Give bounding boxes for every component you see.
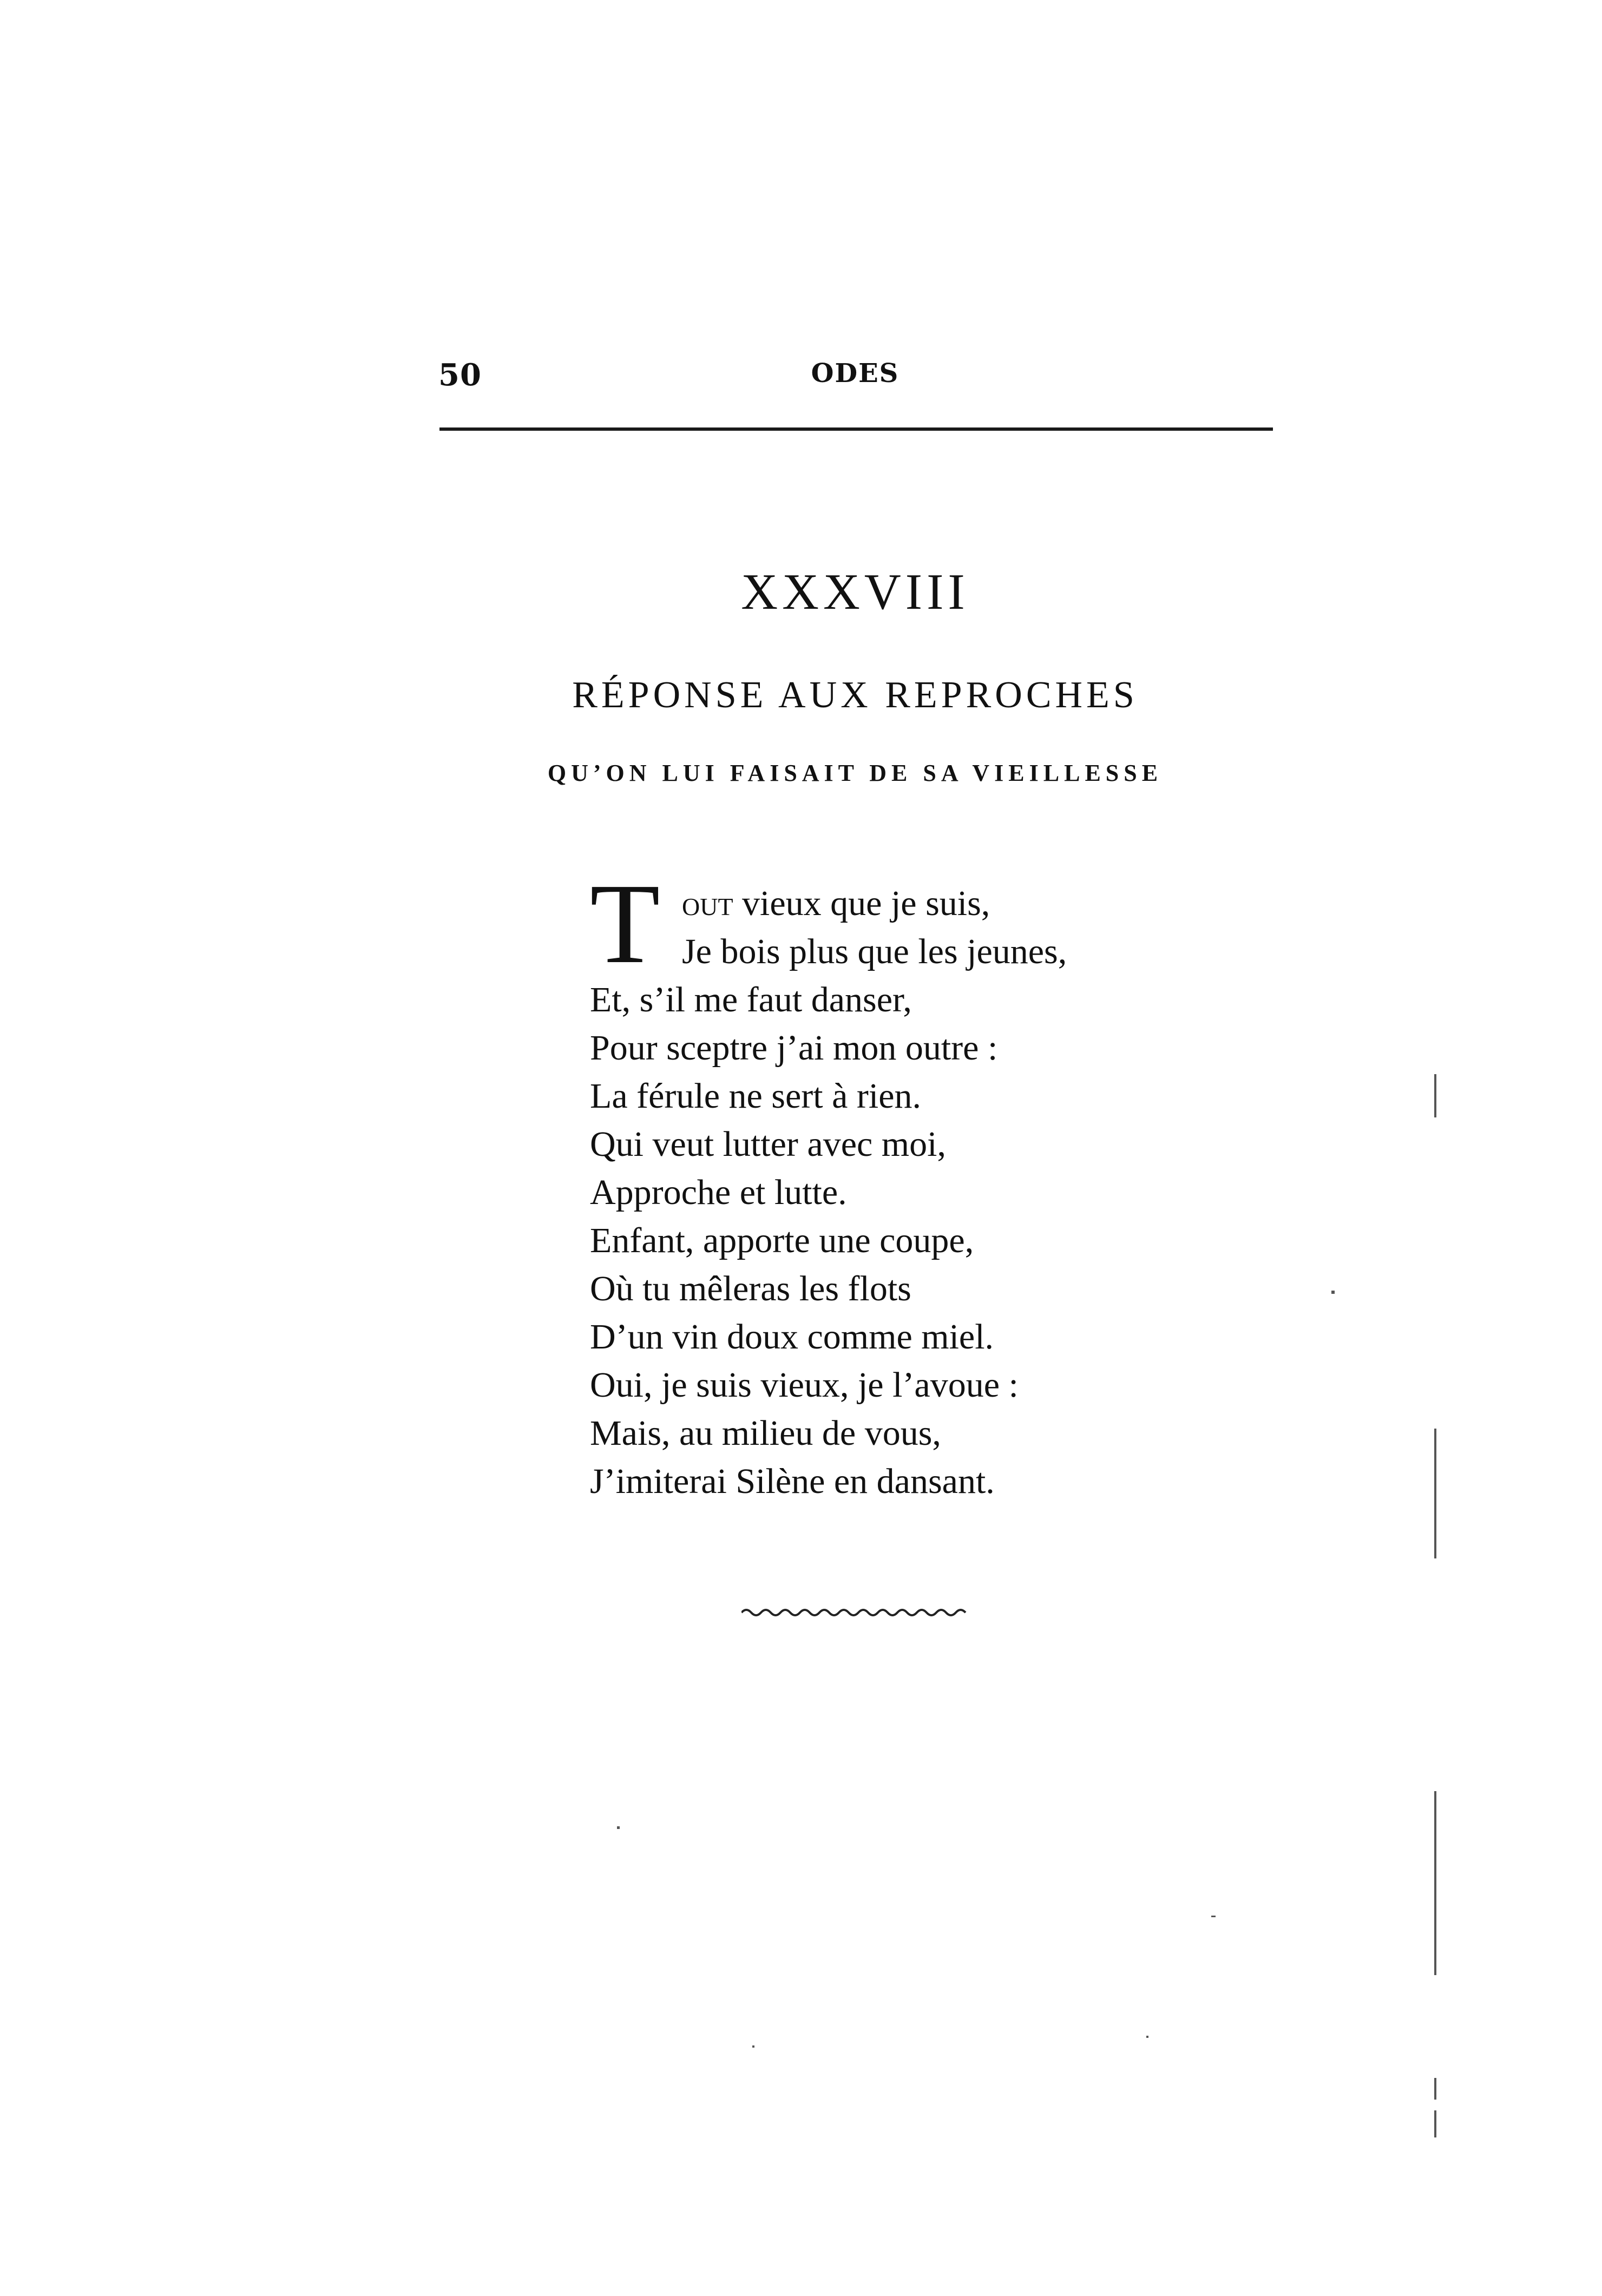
- ode-subtitle: QU’ON LUI FAISAIT DE SA VIEILLESSE: [547, 760, 1163, 786]
- poem-line: J’imiterai Silène en dansant.: [590, 1462, 995, 1501]
- poem: [590, 860, 1239, 1505]
- poem-line: Oui, je suis vieux, je l’avoue :: [590, 1365, 1019, 1405]
- scan-mark: [1146, 2036, 1148, 2038]
- wave-ornament: [741, 1605, 969, 1618]
- poem-line: Et, s’il me faut danser,: [590, 980, 912, 1019]
- scan-mark: [617, 1826, 620, 1829]
- scan-mark: [1211, 1916, 1216, 1917]
- scan-mark: [1434, 2110, 1436, 2137]
- poem-line: Pour sceptre j’ai mon outre :: [590, 1028, 998, 1068]
- poem-line: [590, 879, 1239, 927]
- scan-mark: [1434, 1791, 1436, 1975]
- running-title: ODES: [811, 358, 900, 389]
- first-word-smallcaps: out: [682, 884, 733, 923]
- poem-line: Approche et lutte.: [590, 1173, 847, 1212]
- ode-number: XXXVIII: [741, 564, 969, 620]
- page-number: 50: [438, 357, 482, 393]
- scan-mark: [1434, 2078, 1436, 2100]
- poem-line: Enfant, apporte une coupe,: [590, 1221, 974, 1260]
- poem-line: Où tu mêleras les flots: [590, 1269, 911, 1308]
- poem-line: D’un vin doux comme miel.: [590, 1317, 994, 1357]
- poem-line: La férule ne sert à rien.: [590, 1076, 921, 1116]
- ode-title: RÉPONSE AUX REPROCHES: [572, 674, 1138, 716]
- drop-cap: T: [590, 860, 660, 987]
- header-rule: [439, 427, 1273, 431]
- first-line-rest: vieux que je suis,: [733, 884, 990, 923]
- scan-mark: [1434, 1429, 1436, 1558]
- scan-mark: [752, 2045, 754, 2048]
- poem-line: Mais, au milieu de vous,: [590, 1413, 941, 1453]
- scan-mark: [1331, 1291, 1335, 1294]
- scan-mark: [1434, 1074, 1436, 1117]
- poem-line: Qui veut lutter avec moi,: [590, 1124, 946, 1164]
- poem-line: Je bois plus que les jeunes,: [682, 932, 1067, 971]
